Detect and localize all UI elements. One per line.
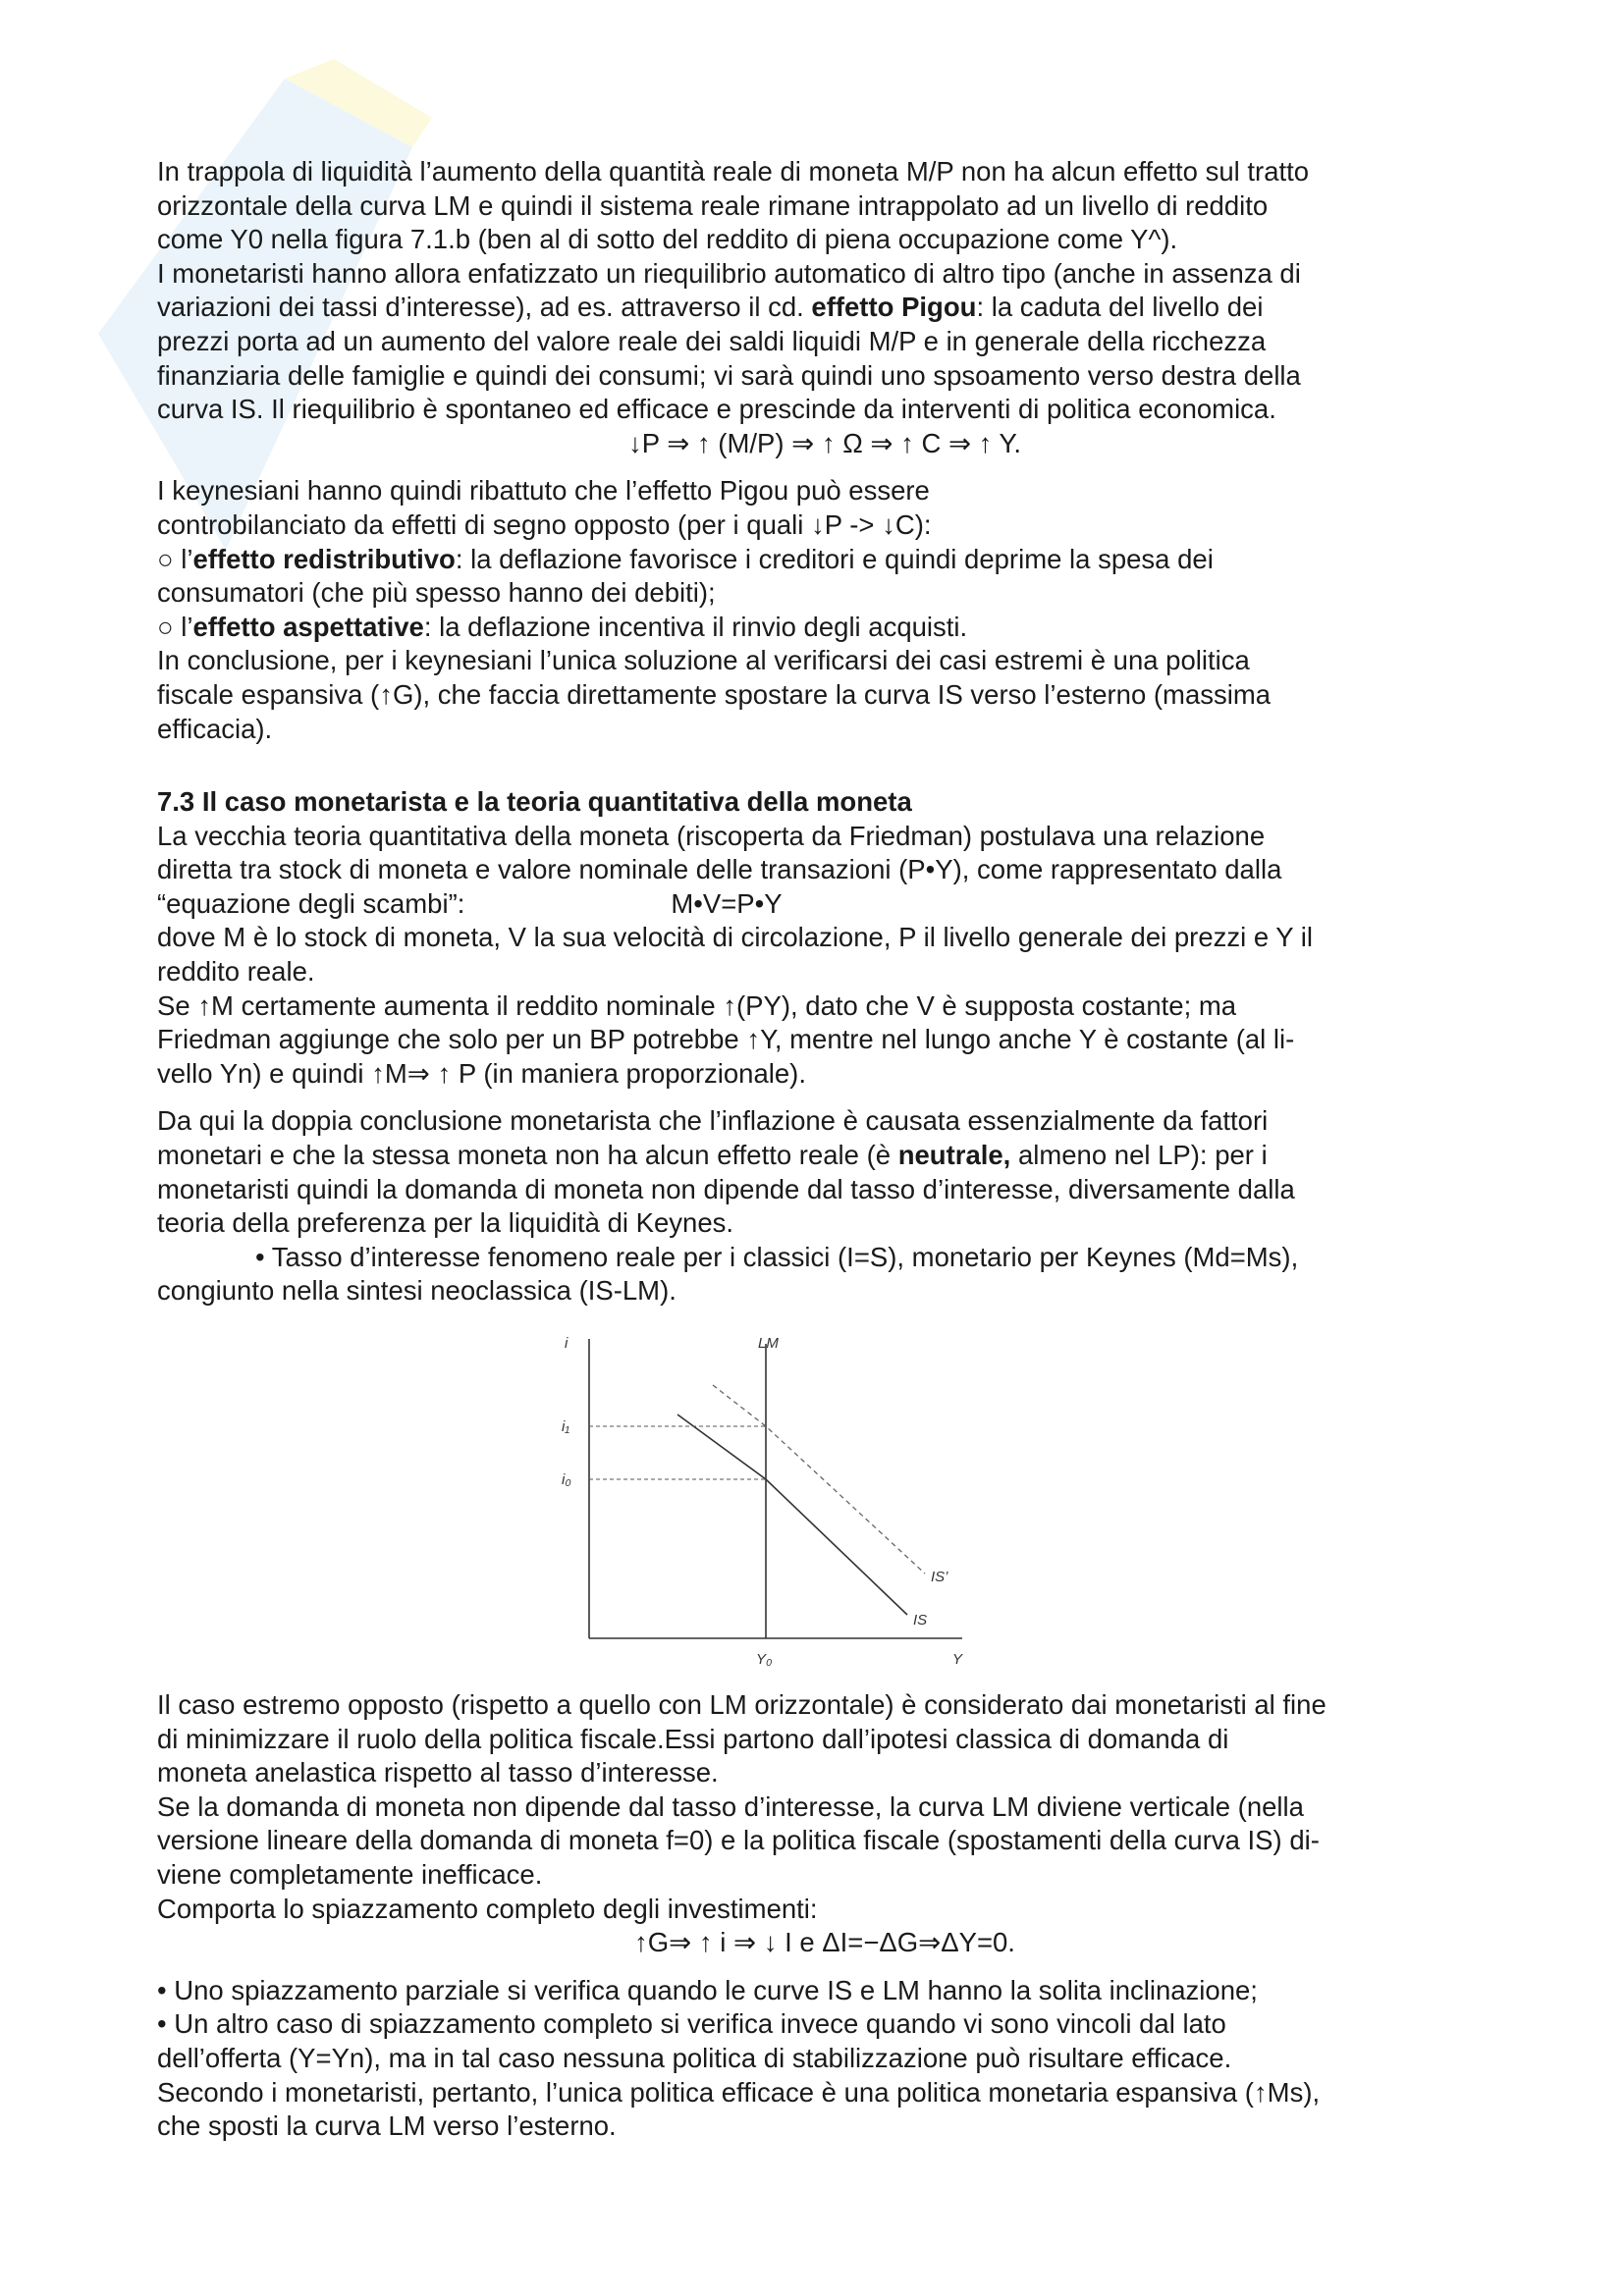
- x-tick-label: Y₀: [756, 1651, 773, 1668]
- text-line: La vecchia teoria quantitativa della moneta (riscoperta da Friedman) postulava una relazione: [157, 820, 1266, 851]
- text-line: monetari e che la stessa moneta non ha alcun effetto reale (è neutrale, almeno nel LP): per i: [157, 1140, 1268, 1171]
- is-lm-graph: [157, 1324, 1492, 1682]
- text-line: di minimizzare il ruolo della politica fiscale.Essi partono dall’ipotesi classica di domanda di: [157, 1723, 1229, 1754]
- text-line: che sposti la curva LM verso l’esterno.: [157, 2110, 617, 2142]
- text-line: consumatori (che più spesso hanno dei debiti);: [157, 577, 716, 609]
- text-line: efficacia).: [157, 713, 273, 744]
- text-line: viene completamente inefficace.: [157, 1858, 543, 1890]
- text-line: variazioni dei tassi d’interesse), ad es. attraverso il cd. effetto Pigou: la caduta del livello dei: [157, 292, 1264, 323]
- text-line: dove M è lo stock di moneta, V la sua velocità di circolazione, P il livello generale dei prezzi e Y il: [157, 922, 1314, 953]
- text-line: Da qui la doppia conclusione monetarista che l’inflazione è causata essenzialmente da fattori: [157, 1105, 1269, 1137]
- crowding-formula: ↑G⇒ ↑ i ⇒ ↓ I e ΔI=−ΔG⇒ΔY=0.: [634, 1927, 1015, 1958]
- text-line: controbilanciato da effetti di segno opposto (per i quali ↓P -> ↓C):: [157, 508, 932, 540]
- pigou-term: effetto Pigou: [811, 292, 977, 323]
- text-line: teoria della preferenza per la liquidità di Keynes.: [157, 1207, 734, 1239]
- y-tick-label: i₁: [562, 1418, 570, 1435]
- series-label: IS’: [931, 1569, 948, 1585]
- text-line: In conclusione, per i keynesiani l’unica soluzione al verificarsi dei casi estremi è una politica: [157, 645, 1250, 676]
- series-label: IS: [913, 1612, 928, 1629]
- text-line: congiunto nella sintesi neoclassica (IS-LM).: [157, 1275, 677, 1307]
- list-item: • Un altro caso di spiazzamento completo si verifica invece quando vi sono vincoli dal lato: [157, 2008, 1226, 2040]
- list-item: ○ l’effetto redistributivo: la deflazione favorisce i creditori e quindi deprime la spesa dei: [157, 543, 1214, 574]
- text-line: come Y0 nella figura 7.1.b (ben al di sotto del reddito di piena occupazione come Y^).: [157, 224, 1178, 255]
- x-axis-label: Y: [952, 1651, 963, 1668]
- text-line: vello Yn) e quindi ↑M⇒ ↑ P (in maniera proporzionale).: [157, 1057, 806, 1089]
- y-tick-label: i₀: [562, 1471, 571, 1488]
- text-line: prezzi porta ad un aumento del valore reale dei saldi liquidi M/P e in generale della ricchezza: [157, 325, 1267, 356]
- text-line: versione lineare della domanda di moneta f=0) e la politica fiscale (spostamenti della curva IS) di-: [157, 1825, 1320, 1856]
- section-heading: 7.3 Il caso monetarista e la teoria quantitativa della moneta: [157, 786, 912, 818]
- text-line: orizzontale della curva LM e quindi il sistema reale rimane intrappolato ad un livello di reddito: [157, 189, 1269, 221]
- text-line: In trappola di liquidità l’aumento della quantità reale di moneta M/P non ha alcun effetto sul tratto: [157, 156, 1310, 187]
- text-line: Comporta lo spiazzamento completo degli investimenti:: [157, 1893, 818, 1924]
- text-line: Se ↑M certamente aumenta il reddito nominale ↑(PY), dato che V è supposta costante; ma: [157, 989, 1237, 1021]
- text-line: Il caso estremo opposto (rispetto a quello con LM orizzontale) è considerato dai monetaristi al fine: [157, 1689, 1326, 1720]
- text-line: Friedman aggiunge che solo per un BP potrebbe ↑Y, mentre nel lungo anche Y è costante (al li-: [157, 1024, 1295, 1055]
- document-page: [157, 155, 1492, 2144]
- y-axis-label: i: [565, 1335, 568, 1352]
- text-line: Secondo i monetaristi, pertanto, l’unica politica efficace è una politica monetaria espansiva (↑Ms),: [157, 2076, 1321, 2108]
- text-line: diretta tra stock di moneta e valore nominale delle transazioni (P•Y), come rappresentato dalla: [157, 854, 1282, 885]
- is-lm-chart: [550, 1324, 1100, 1682]
- text-line: dell’offerta (Y=Yn), ma in tal caso nessuna politica di stabilizzazione può risultare efficace.: [157, 2042, 1232, 2073]
- text-line: moneta anelastica rispetto al tasso d’interesse.: [157, 1757, 719, 1789]
- text-line: • Tasso d’interesse fenomeno reale per i classici (I=S), monetario per Keynes (Md=Ms),: [255, 1241, 1299, 1272]
- series-label: LM: [758, 1335, 779, 1352]
- text-line: I keynesiani hanno quindi ribattuto che l’effetto Pigou può essere: [157, 475, 930, 507]
- series-is-line: [677, 1415, 907, 1615]
- series-is-line: [713, 1385, 925, 1574]
- list-item: • Uno spiazzamento parziale si verifica quando le curve IS e LM hanno la solita inclinazione;: [157, 1974, 1258, 2005]
- text-line: “equazione degli scambi”: M•V=P•Y: [157, 887, 1492, 922]
- list-item: ○ l’effetto aspettative: la deflazione incentiva il rinvio degli acquisti.: [157, 611, 968, 642]
- text-line: I monetaristi hanno allora enfatizzato un riequilibrio automatico di altro tipo (anche in assenza di: [157, 257, 1301, 289]
- exchange-equation: M•V=P•Y: [671, 887, 783, 919]
- text-line: fiscale espansiva (↑G), che faccia direttamente spostare la curva IS verso l’esterno (massima: [157, 678, 1272, 710]
- text-line: curva IS. Il riequilibrio è spontaneo ed efficace e prescinde da interventi di politica economica.: [157, 394, 1276, 425]
- pigou-formula: ↓P ⇒ ↑ (M/P) ⇒ ↑ Ω ⇒ ↑ C ⇒ ↑ Y.: [627, 427, 1021, 458]
- text-line: monetaristi quindi la domanda di moneta non dipende dal tasso d’interesse, diversamente dalla: [157, 1173, 1295, 1204]
- text-line: Se la domanda di moneta non dipende dal tasso d’interesse, la curva LM diviene verticale (nella: [157, 1790, 1304, 1822]
- text-line: reddito reale.: [157, 956, 315, 988]
- text-line: finanziaria delle famiglie e quindi dei consumi; vi sarà quindi uno spsoamento verso destra della: [157, 359, 1301, 391]
